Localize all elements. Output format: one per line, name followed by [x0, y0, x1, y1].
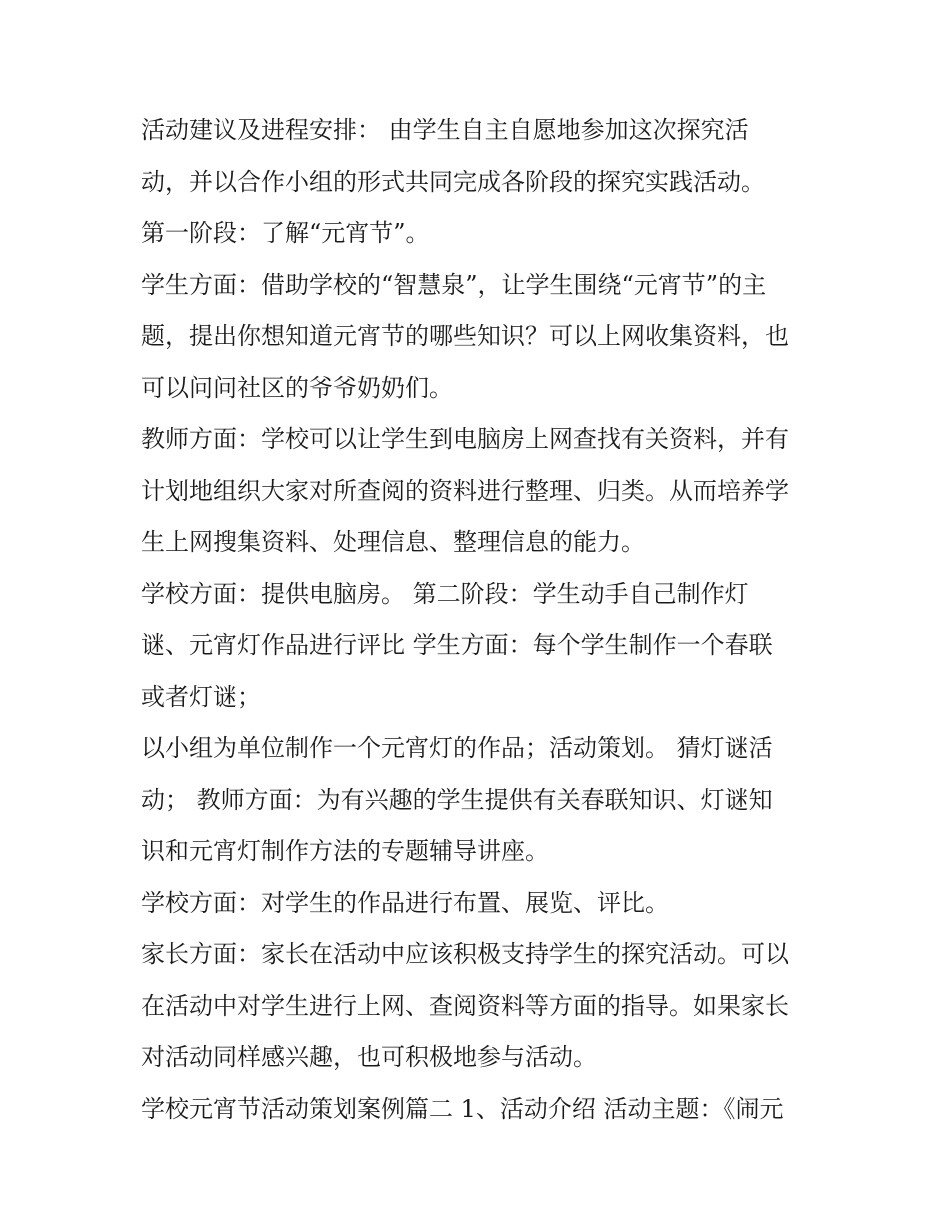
text-line: 学生方面：借助学校的“智慧泉”，让学生围绕“元宵节”的主 [141, 270, 767, 299]
text-line: 识和元宵灯制作方法的专题辅导讲座。 [141, 837, 549, 865]
text-line: 以小组为单位制作一个元宵灯的作品；活动策划。 猜灯谜活 [141, 734, 773, 762]
text-line: 计划地组织大家对所查阅的资料进行整理、归类。从而培养学 [141, 476, 789, 505]
text-line: 或者灯谜； [141, 682, 261, 711]
text-line: 学校方面：提供电脑房。 第二阶段：学生动手自己制作灯 [141, 579, 749, 608]
text-line: 题，提出你想知道元宵节的哪些知识？可以上网收集资料，也 [141, 322, 789, 350]
document-body [141, 108, 821, 1138]
text-line: 家长方面：家长在活动中应该积极支持学生的探究活动。可以 [141, 940, 789, 968]
text-line: 生上网搜集资料、处理信息、整理信息的能力。 [141, 528, 645, 556]
text-line: 第一阶段：了解“元宵节”。 [141, 219, 430, 247]
text-line: 活动建议及进程安排： 由学生自主自愿地参加这次探究活 [141, 116, 749, 144]
text-line: 谜、元宵灯作品进行评比 学生方面：每个学生制作一个春联 [141, 631, 773, 659]
text-line: 可以问问社区的爷爷奶奶们。 [141, 373, 453, 402]
text-line: 对活动同样感兴趣，也可积极地参与活动。 [141, 1043, 597, 1071]
text-line: 学校元宵节活动策划案例篇二 1、活动介绍 活动主题：《闹元 [141, 1094, 784, 1123]
text-line: 学校方面：对学生的作品进行布置、展览、评比。 [141, 888, 669, 917]
text-line: 教师方面：学校可以让学生到电脑房上网查找有关资料，并有 [141, 425, 789, 453]
text-line: 动； 教师方面：为有兴趣的学生提供有关春联知识、灯谜知 [141, 785, 773, 814]
text-line: 动，并以合作小组的形式共同完成各阶段的探究实践活动。 [141, 167, 765, 196]
text-line: 在活动中对学生进行上网、查阅资料等方面的指导。如果家长 [141, 991, 789, 1020]
